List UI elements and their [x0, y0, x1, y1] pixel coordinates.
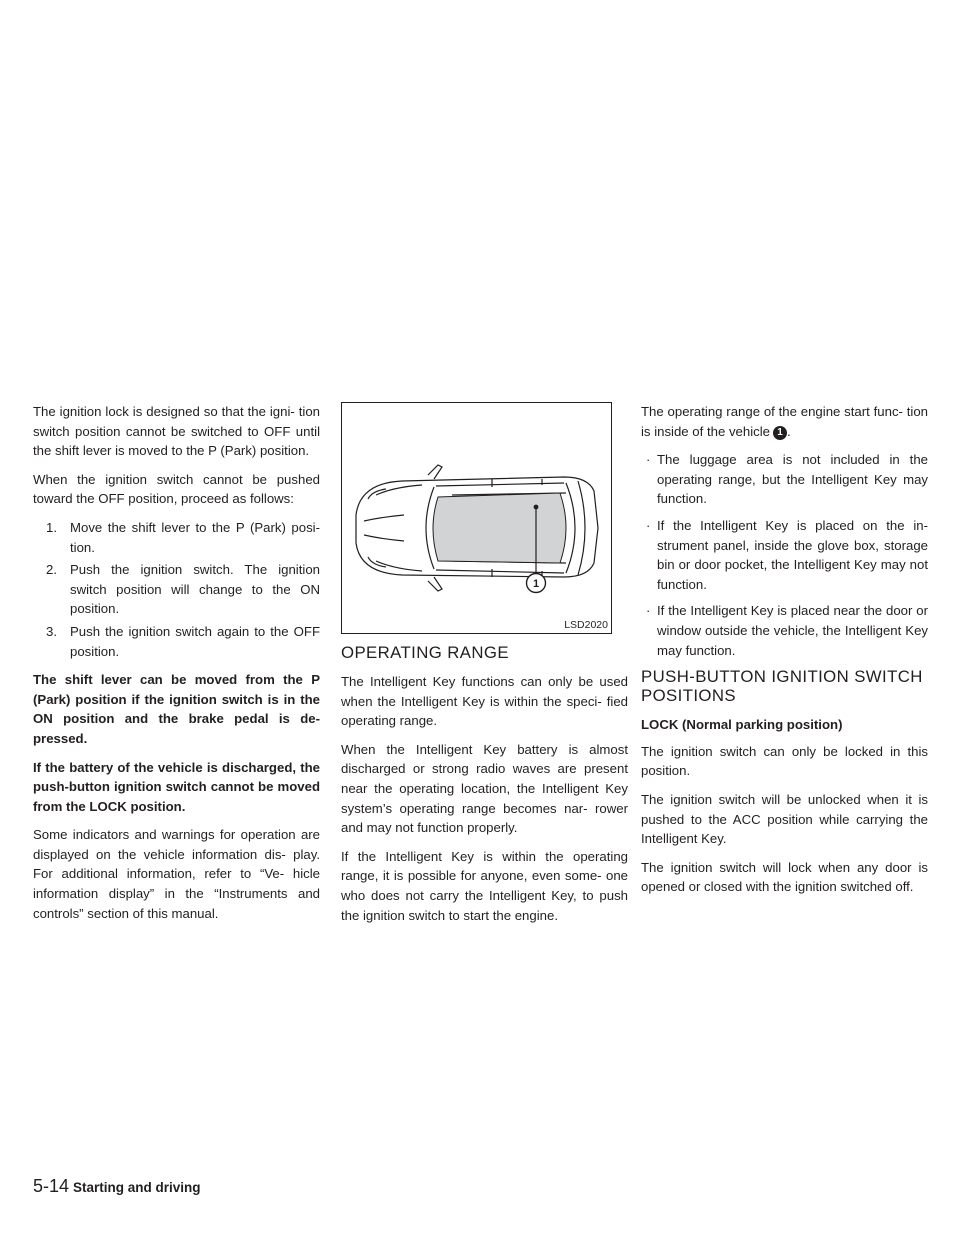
- paragraph-unlock: The ignition switch will be unlocked when it is pushed to the ACC position while carrying the Intelligent Key.: [641, 791, 928, 847]
- bullet-list: [641, 450, 928, 660]
- list-item: [641, 450, 928, 509]
- heading-switch-positions: PUSH-BUTTON IGNITION SWITCH POSITIONS: [641, 667, 923, 706]
- heading-operating-range: OPERATING RANGE: [341, 643, 509, 662]
- section-title: Starting and driving: [73, 1180, 201, 1195]
- step-number: 2.: [46, 562, 57, 578]
- list-item: [33, 622, 320, 661]
- steps-list: [33, 518, 320, 661]
- step-text: Push the ignition switch again to the OFF position.: [70, 623, 320, 659]
- callout-badge: 1: [773, 426, 787, 440]
- paragraph-indicators: Some indicators and warnings for operation are displayed on the vehicle information dis- play. For additional information, refer to “Ve- hicle information display” in the “Instruments and controls” section of this manual.: [33, 827, 320, 921]
- paragraph-door-lock: The ignition switch will lock when any door is opened or closed with the ignition switched off.: [641, 859, 928, 895]
- bullet-text: If the Intelligent Key is placed near the door or window outside the vehicle, the Intelligent Key may function.: [657, 603, 928, 658]
- list-item: [641, 516, 928, 594]
- list-item: [641, 601, 928, 660]
- bold-note-brake: The shift lever can be moved from the P (Park) position if the ignition switch is in the ON position and the brake pedal is de- pressed.: [33, 672, 320, 746]
- column-middle: [341, 402, 628, 934]
- paragraph-ignition-lock: The ignition lock is designed so that the igni- tion switch position cannot be switched to OFF until the shift lever is moved to the P (Park) position.: [33, 404, 320, 459]
- paragraph-battery: When the Intelligent Key battery is almost discharged or strong radio waves are present near the operating location, the Intelligent Key system’s operating range becomes nar- rower and may not function properly.: [341, 741, 628, 836]
- bullet-dot: ·: [646, 452, 651, 468]
- step-text: Push the ignition switch. The ignition switch position will change to the ON position.: [70, 562, 320, 617]
- bullet-dot: ·: [646, 603, 651, 619]
- intro-end: .: [787, 423, 791, 439]
- column-left: [33, 402, 320, 932]
- cabin-operating-range: [433, 493, 566, 563]
- figure-code: LSD2020: [564, 619, 608, 631]
- car-top-view-illustration: [342, 403, 611, 633]
- paragraph-engine-start-range: [641, 402, 928, 441]
- page-number: 5-14: [33, 1176, 70, 1196]
- step-text: Move the shift lever to the P (Park) posi- tion.: [70, 519, 320, 555]
- page-footer: [33, 1176, 201, 1198]
- column-right: [641, 402, 928, 906]
- paragraph-proceed: When the ignition switch cannot be pushed toward the OFF position, proceed as follows:: [33, 471, 320, 507]
- callout-label: 1: [532, 578, 540, 590]
- bold-note-battery: If the battery of the vehicle is discharged, the push-button ignition switch cannot be moved from the LOCK position.: [33, 759, 320, 814]
- paragraph-range: The Intelligent Key functions can only be used when the Intelligent Key is within the speci- fied operating range.: [341, 674, 628, 729]
- bullet-dot: ·: [646, 517, 651, 533]
- vehicle-figure: [341, 402, 612, 634]
- bullet-text: The luggage area is not included in the operating range, but the Intelligent Key may function.: [657, 452, 928, 507]
- intro-text: The operating range of the engine start func- tion is inside of the vehicle: [641, 404, 928, 439]
- subheading-lock: LOCK (Normal parking position): [641, 717, 843, 733]
- paragraph-lock: The ignition switch can only be locked in this position.: [641, 743, 928, 779]
- bullet-text: If the Intelligent Key is placed on the in- strument panel, inside the glove box, storage bin or door pocket, the Intelligent Key may not function.: [657, 517, 928, 592]
- list-item: [33, 560, 320, 619]
- paragraph-anyone: If the Intelligent Key is within the operating range, it is possible for anyone, even some- one who does not carry the Intelligent Key, to push the ignition switch to start the engine.: [341, 848, 628, 923]
- step-number: 1.: [46, 519, 57, 535]
- list-item: [33, 518, 320, 557]
- step-number: 3.: [46, 623, 57, 639]
